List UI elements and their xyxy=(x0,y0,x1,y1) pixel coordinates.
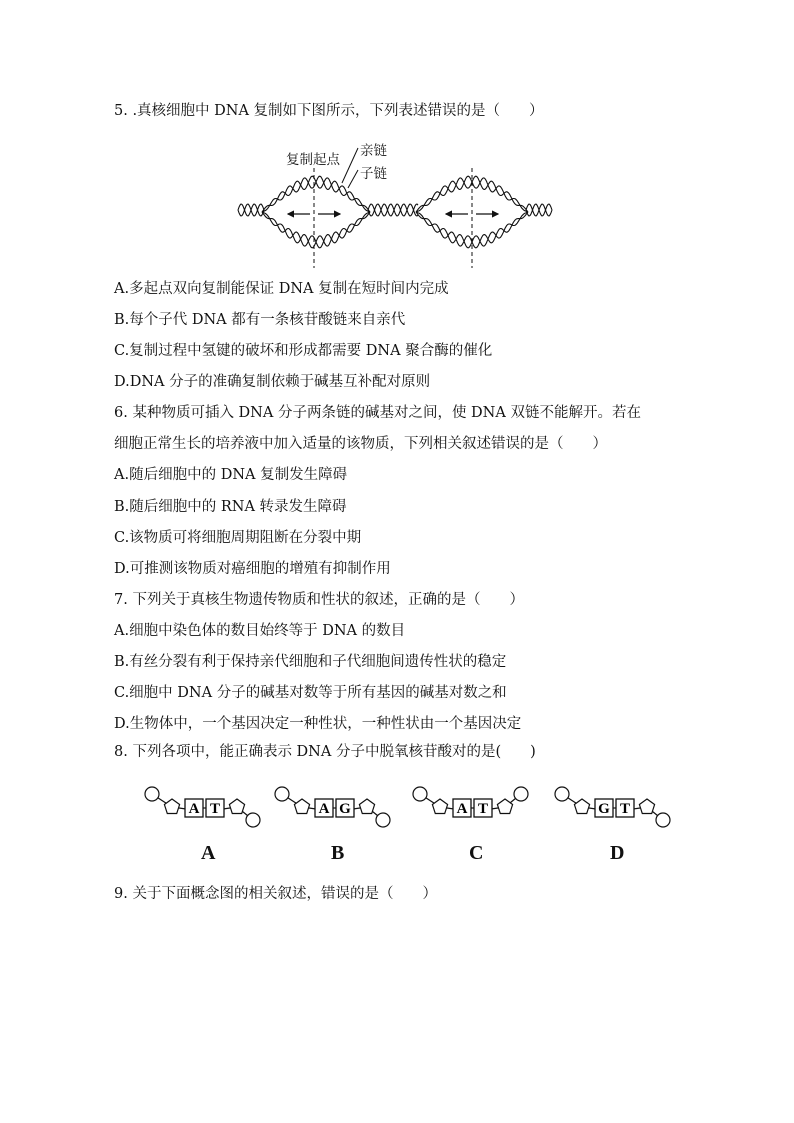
q7-option-a: A.细胞中染色体的数目始终等于 DNA 的数目 xyxy=(114,623,406,639)
pair-b-sugar-2 xyxy=(359,799,374,814)
pair-c-phosphate-2 xyxy=(514,787,528,801)
option-letter-d: D xyxy=(610,842,625,864)
bubble-1-bot-b xyxy=(262,212,370,248)
pair-b-base-1: A xyxy=(318,801,330,817)
pair-d-base-1: G xyxy=(598,801,610,817)
option-letter-b: B xyxy=(331,842,345,864)
option-letter-a: A xyxy=(201,842,216,864)
right-duplex-b xyxy=(526,204,552,216)
pair-b-sugar-1 xyxy=(294,799,309,814)
pair-c-phosphate-1 xyxy=(413,787,427,801)
origin-label: 复制起点 xyxy=(286,152,340,168)
pair-a-phosphate-2 xyxy=(246,813,260,827)
q7-option-c: C.细胞中 DNA 分子的碱基对数等于所有基因的碱基对数之和 xyxy=(114,685,507,701)
pair-d-base-2: T xyxy=(619,801,631,817)
daughter-leader-line xyxy=(348,170,358,188)
left-duplex-b xyxy=(238,204,264,216)
nucleotide-pairs-diagram xyxy=(140,782,680,872)
pair-c-base-1: A xyxy=(456,801,468,817)
question-6-stem-line2: 细胞正常生长的培养液中加入适量的该物质，下列相关叙述错误的是（ ） xyxy=(114,436,607,452)
question-8-stem: 8. 下列各项中，能正确表示 DNA 分子中脱氧核苷酸对的是( ) xyxy=(114,744,536,760)
question-9-stem: 9. 关于下面概念图的相关叙述，错误的是（ ） xyxy=(114,886,437,902)
q6-option-d: D.可推测该物质对癌细胞的增殖有抑制作用 xyxy=(114,561,391,577)
question-5-stem: 5. .真核细胞中 DNA 复制如下图所示，下列表述错误的是（ ） xyxy=(114,103,544,119)
option-letter-c: C xyxy=(469,842,484,864)
pair-c-sugar-2 xyxy=(497,799,512,814)
daughter-strand-label: 子链 xyxy=(360,166,387,182)
q7-option-d: D.生物体中，一个基因决定一种性状，一种性状由一个基因决定 xyxy=(114,716,522,732)
pair-c-base-2: T xyxy=(477,801,489,817)
q6-option-a: A.随后细胞中的 DNA 复制发生障碍 xyxy=(114,467,348,483)
pair-a-sugar-1 xyxy=(164,799,179,814)
pair-d-phosphate-1 xyxy=(555,787,569,801)
dna-replication-figure xyxy=(230,138,560,273)
q7-option-b: B.有丝分裂有利于保持亲代细胞和子代细胞间遗传性状的稳定 xyxy=(114,654,507,670)
q5-option-d: D.DNA 分子的准确复制依赖于碱基互补配对原则 xyxy=(114,374,431,390)
pair-c-sugar-1 xyxy=(432,799,447,814)
pair-a-phosphate-1 xyxy=(145,787,159,801)
q5-option-b: B.每个子代 DNA 都有一条核苷酸链来自亲代 xyxy=(114,312,406,328)
parent-leader-line xyxy=(342,148,358,183)
pair-d-sugar-2 xyxy=(639,799,654,814)
q5-option-c: C.复制过程中氢键的破坏和形成都需要 DNA 聚合酶的催化 xyxy=(114,343,493,359)
nucleotide-pair-options xyxy=(140,782,680,872)
question-7-stem: 7. 下列关于真核生物遗传物质和性状的叙述，正确的是（ ） xyxy=(114,592,524,608)
pair-b-phosphate-2 xyxy=(376,813,390,827)
q5-option-a: A.多起点双向复制能保证 DNA 复制在短时间内完成 xyxy=(114,281,449,297)
bubble-1-top-b xyxy=(262,176,370,212)
pair-b-base-2: G xyxy=(339,801,351,817)
question-6-stem-line1: 6. 某种物质可插入 DNA 分子两条链的碱基对之间，使 DNA 双链不能解开。若在 xyxy=(114,405,641,421)
pair-b-phosphate-1 xyxy=(275,787,289,801)
q6-option-c: C.该物质可将细胞周期阻断在分裂中期 xyxy=(114,530,362,546)
pair-a-base-1: A xyxy=(188,801,200,817)
pair-d-sugar-1 xyxy=(574,799,589,814)
pair-a-sugar-2 xyxy=(229,799,244,814)
parent-strand-label: 亲链 xyxy=(360,143,387,159)
pair-a-base-2: T xyxy=(209,801,221,817)
q6-option-b: B.随后细胞中的 RNA 转录发生障碍 xyxy=(114,499,347,515)
replication-bubbles-diagram xyxy=(230,138,560,273)
pair-d-phosphate-2 xyxy=(656,813,670,827)
